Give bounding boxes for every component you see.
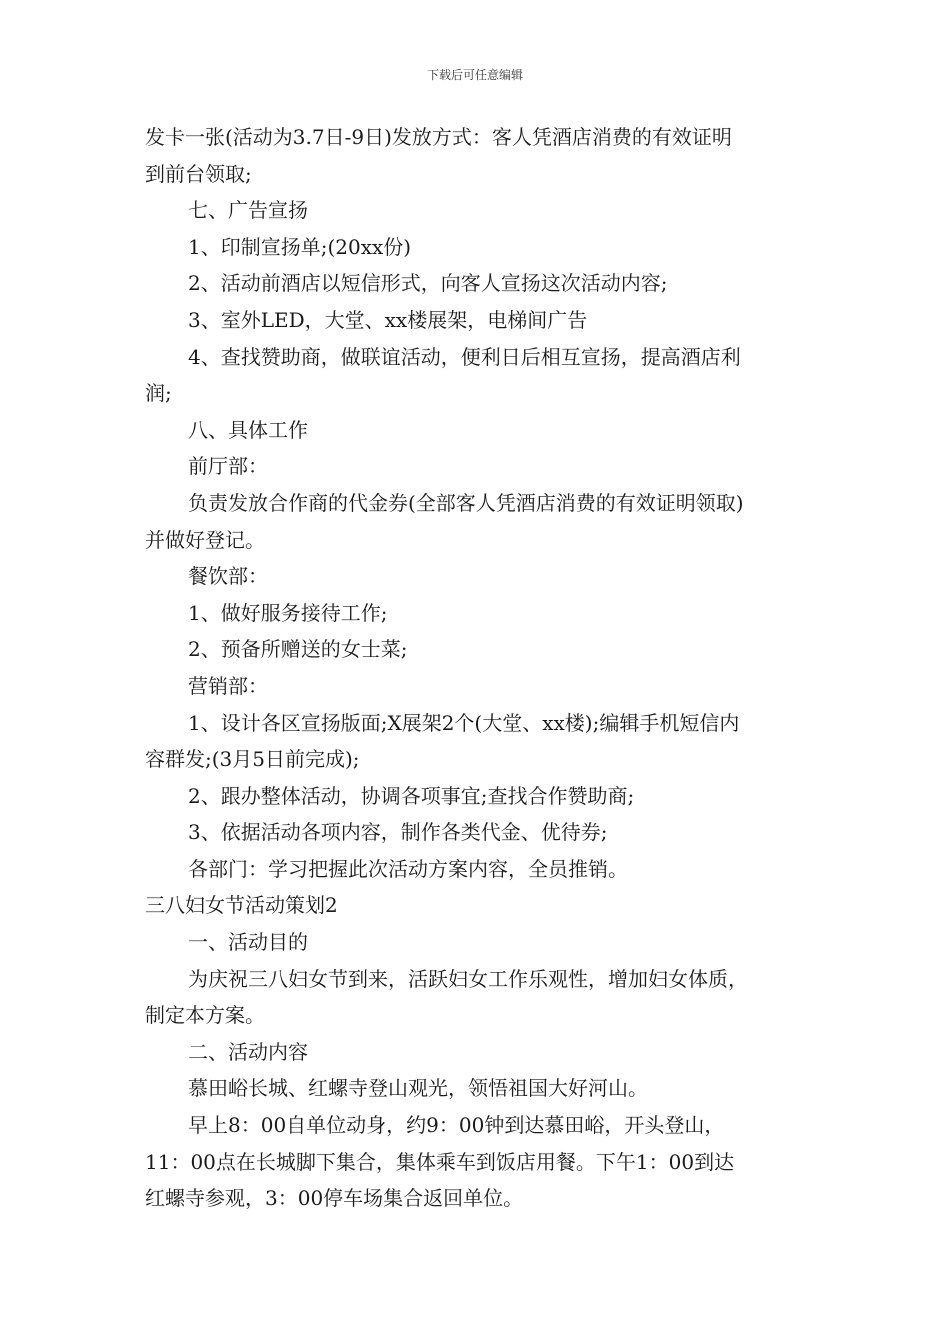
text-line: 慕田峪长城、红螺寺登山观光，领悟祖国大好河山。 [188, 1076, 648, 1101]
text-line: 2、活动前酒店以短信形式，向客人宣扬这次活动内容; [188, 271, 668, 296]
text-line: 二、活动内容 [188, 1039, 308, 1064]
text-line: 并做好登记。 [145, 527, 265, 552]
text-line: 2、预备所赠送的女士菜; [188, 637, 408, 662]
text-line: 1、做好服务接待工作; [188, 600, 388, 625]
text-line: 4、查找赞助商，做联谊活动，便利日后相互宣扬，提高酒店利 [188, 344, 741, 369]
text-line: 润; [145, 381, 172, 406]
text-line: 三八妇女节活动策划2 [145, 893, 338, 918]
document-body [145, 119, 825, 1217]
text-line: 前厅部： [188, 454, 268, 479]
text-line: 七、广告宣扬 [188, 198, 308, 223]
text-line: 早上8：00自单位动身，约9：00钟到达慕田峪，开头登山， [188, 1113, 725, 1138]
text-line: 负责发放合作商的代金券(全部客人凭酒店消费的有效证明领取) [188, 490, 744, 515]
text-line: 一、活动目的 [188, 930, 308, 955]
text-line: 到前台领取; [145, 161, 252, 186]
text-line: 八、具体工作 [188, 417, 308, 442]
text-line: 容群发;(3月5日前完成); [145, 747, 360, 772]
text-line: 2、跟办整体活动，协调各项事宜;查找合作赞助商; [188, 783, 635, 808]
text-line: 发卡一张(活动为3.7日-9日)发放方式：客人凭酒店消费的有效证明 [145, 125, 732, 149]
text-line: 1、印制宣扬单;(20xx份) [188, 234, 412, 259]
text-line: 为庆祝三八妇女节到来，活跃妇女工作乐观性，增加妇女体质， [188, 966, 748, 991]
text-line: 11：00点在长城脚下集合，集体乘车到饭店用餐。下午1：00到达 [145, 1149, 735, 1174]
text-line: 3、依据活动各项内容，制作各类代金、优待券; [188, 820, 608, 845]
page-header: 下载后可任意编辑 [426, 68, 523, 82]
text-line: 营销部： [188, 673, 268, 698]
text-line: 3、室外LED，大堂、xx楼展架，电梯间广告 [188, 307, 588, 332]
text-line: 红螺寺参观，3：00停车场集合返回单位。 [145, 1186, 524, 1211]
text-line: 1、设计各区宣扬版面;X展架2个(大堂、xx楼);编辑手机短信内 [188, 710, 740, 735]
text-line: 各部门：学习把握此次活动方案内容，全员推销。 [188, 856, 628, 881]
text-line: 制定本方案。 [145, 1003, 265, 1028]
text-line: 餐饮部： [188, 564, 268, 589]
